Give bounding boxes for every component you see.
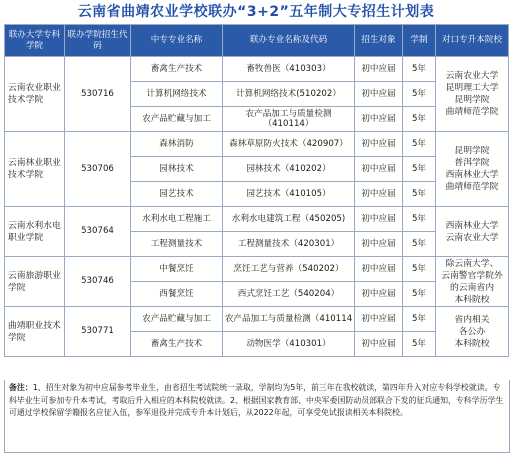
joint-major-cell: 农产品加工与质量检测（410114） xyxy=(223,107,355,132)
university-name: 本科院校 xyxy=(454,294,490,305)
enrollment-table xyxy=(4,24,509,357)
university-name: 曲靖师范学院 xyxy=(445,107,499,117)
target-cell: 初中应届 xyxy=(355,207,403,232)
table-row xyxy=(5,307,509,332)
upgrade-universities-cell xyxy=(436,207,509,257)
major-cell: 森林消防 xyxy=(131,132,223,157)
major-cell: 园艺技术 xyxy=(131,182,223,207)
joint-major-cell: 园艺技术（410105） xyxy=(223,182,355,207)
major-cell: 农产品贮藏与加工 xyxy=(131,107,223,132)
notes-block xyxy=(4,380,510,453)
upgrade-universities-cell xyxy=(436,57,509,132)
school-name-cell: 云南水利水电职业学院 xyxy=(5,207,65,257)
joint-major-cell: 森林草原防火技术（420907） xyxy=(223,132,355,157)
target-cell: 初中应届 xyxy=(355,307,403,332)
major-cell: 畜禽生产技术 xyxy=(131,332,223,357)
university-name: 本科院校 xyxy=(454,338,490,349)
upgrade-universities-cell xyxy=(436,257,509,307)
target-cell: 初中应届 xyxy=(355,332,403,357)
university-name: 云南农业大学 xyxy=(445,71,499,81)
table-row xyxy=(5,57,509,82)
table-row xyxy=(5,257,509,282)
col-header-upgrade-universities: 对口专升本院校 xyxy=(436,25,509,57)
enroll-code-cell: 530746 xyxy=(65,257,131,307)
major-cell: 水利水电工程施工 xyxy=(131,207,223,232)
table-row xyxy=(5,132,509,157)
upgrade-universities-cell xyxy=(436,132,509,207)
col-header-target: 招生对象 xyxy=(355,25,403,57)
joint-major-cell: 计算机网络技术(510202） xyxy=(223,82,355,107)
years-cell: 5年 xyxy=(403,57,436,82)
major-cell: 中餐烹饪 xyxy=(131,257,223,282)
major-cell: 园林技术 xyxy=(131,157,223,182)
years-cell: 5年 xyxy=(403,132,436,157)
joint-major-cell: 水利水电建筑工程（450205) xyxy=(223,207,355,232)
major-cell: 农产品贮藏与加工 xyxy=(131,307,223,332)
col-header-code: 联办学院招生代码 xyxy=(65,25,131,57)
school-name-cell: 云南农业职业技术学院 xyxy=(5,57,65,132)
table-row xyxy=(5,207,509,232)
years-cell: 5年 xyxy=(403,182,436,207)
years-cell: 5年 xyxy=(403,207,436,232)
table-header-row xyxy=(5,25,509,57)
target-cell: 初中应届 xyxy=(355,82,403,107)
university-name: 的云南省内 xyxy=(450,282,494,293)
university-name: 普洱学院 xyxy=(454,158,490,168)
university-name: 昆明理工大学 xyxy=(445,83,499,93)
joint-major-cell: 畜牧兽医（410303） xyxy=(223,57,355,82)
col-header-joint-major: 联办专业名称及代码 xyxy=(223,25,355,57)
joint-major-cell: 动物医学（410301） xyxy=(223,332,355,357)
university-name: 西南林业大学 xyxy=(445,170,499,180)
years-cell: 5年 xyxy=(403,257,436,282)
target-cell: 初中应届 xyxy=(355,232,403,257)
university-name: 除云南大学、 xyxy=(445,258,499,269)
school-name-cell: 云南林业职业技术学院 xyxy=(5,132,65,207)
enroll-code-cell: 530706 xyxy=(65,132,131,207)
notes-text: 1、招生对象为初中应届参考毕业生，由省招生考试院统一录取，学制均为5年，前三年在我校就读，第四年升入对应专科学校就读。专科毕业生可参加专升本考试，考取后升入相应的本科院校就读。2、根据国家教育部、中央军委国防动员部联合下发的征兵通知，专科学历学生可通过学校保留学籍报名应征入伍，参军退役并完成专升本计划后，从2022年起，可享受免试报读相关本科院校。 xyxy=(9,383,504,418)
joint-major-cell: 西式烹饪工艺（540204） xyxy=(223,282,355,307)
years-cell: 5年 xyxy=(403,157,436,182)
years-cell: 5年 xyxy=(403,82,436,107)
joint-major-cell: 烹饪工艺与营养（540202） xyxy=(223,257,355,282)
major-cell: 畜禽生产技术 xyxy=(131,57,223,82)
years-cell: 5年 xyxy=(403,307,436,332)
enroll-code-cell: 530771 xyxy=(65,307,131,357)
university-name: 昆明学院 xyxy=(454,146,490,156)
notes-label: 备注： xyxy=(9,383,33,392)
target-cell: 初中应届 xyxy=(355,57,403,82)
university-name: 云南农业大学 xyxy=(445,232,499,243)
col-header-school: 联办大学专科学院 xyxy=(5,25,65,57)
university-name: 各公办 xyxy=(458,326,486,337)
col-header-years: 学制 xyxy=(403,25,436,57)
years-cell: 5年 xyxy=(403,232,436,257)
enroll-code-cell: 530764 xyxy=(65,207,131,257)
target-cell: 初中应届 xyxy=(355,157,403,182)
major-cell: 西餐烹饪 xyxy=(131,282,223,307)
years-cell: 5年 xyxy=(403,282,436,307)
joint-major-cell: 农产品加工与质量检测（410114 xyxy=(223,307,355,332)
joint-major-cell: 工程测量技术（420301） xyxy=(223,232,355,257)
target-cell: 初中应届 xyxy=(355,257,403,282)
school-name-cell: 曲靖职业技术学院 xyxy=(5,307,65,357)
school-name-cell: 云南旅游职业学院 xyxy=(5,257,65,307)
table-body xyxy=(5,57,509,357)
joint-major-cell: 园林技术（410202） xyxy=(223,157,355,182)
page-title: 云南省曲靖农业学校联办“3+2”五年制大专招生计划表 xyxy=(77,4,435,20)
university-name: 省内相关 xyxy=(454,314,490,325)
major-cell: 工程测量技术 xyxy=(131,232,223,257)
university-name: 昆明学院 xyxy=(454,95,490,105)
target-cell: 初中应届 xyxy=(355,132,403,157)
target-cell: 初中应届 xyxy=(355,107,403,132)
years-cell: 5年 xyxy=(403,332,436,357)
target-cell: 初中应届 xyxy=(355,282,403,307)
upgrade-universities-cell xyxy=(436,307,509,357)
enroll-code-cell: 530716 xyxy=(65,57,131,132)
university-name: 曲靖师范学院 xyxy=(445,182,499,192)
university-name: 云南警官学院外 xyxy=(441,270,503,281)
target-cell: 初中应届 xyxy=(355,182,403,207)
col-header-major: 中专专业名称 xyxy=(131,25,223,57)
major-cell: 计算机网络技术 xyxy=(131,82,223,107)
years-cell: 5年 xyxy=(403,107,436,132)
university-name: 西南林业大学 xyxy=(445,220,499,231)
